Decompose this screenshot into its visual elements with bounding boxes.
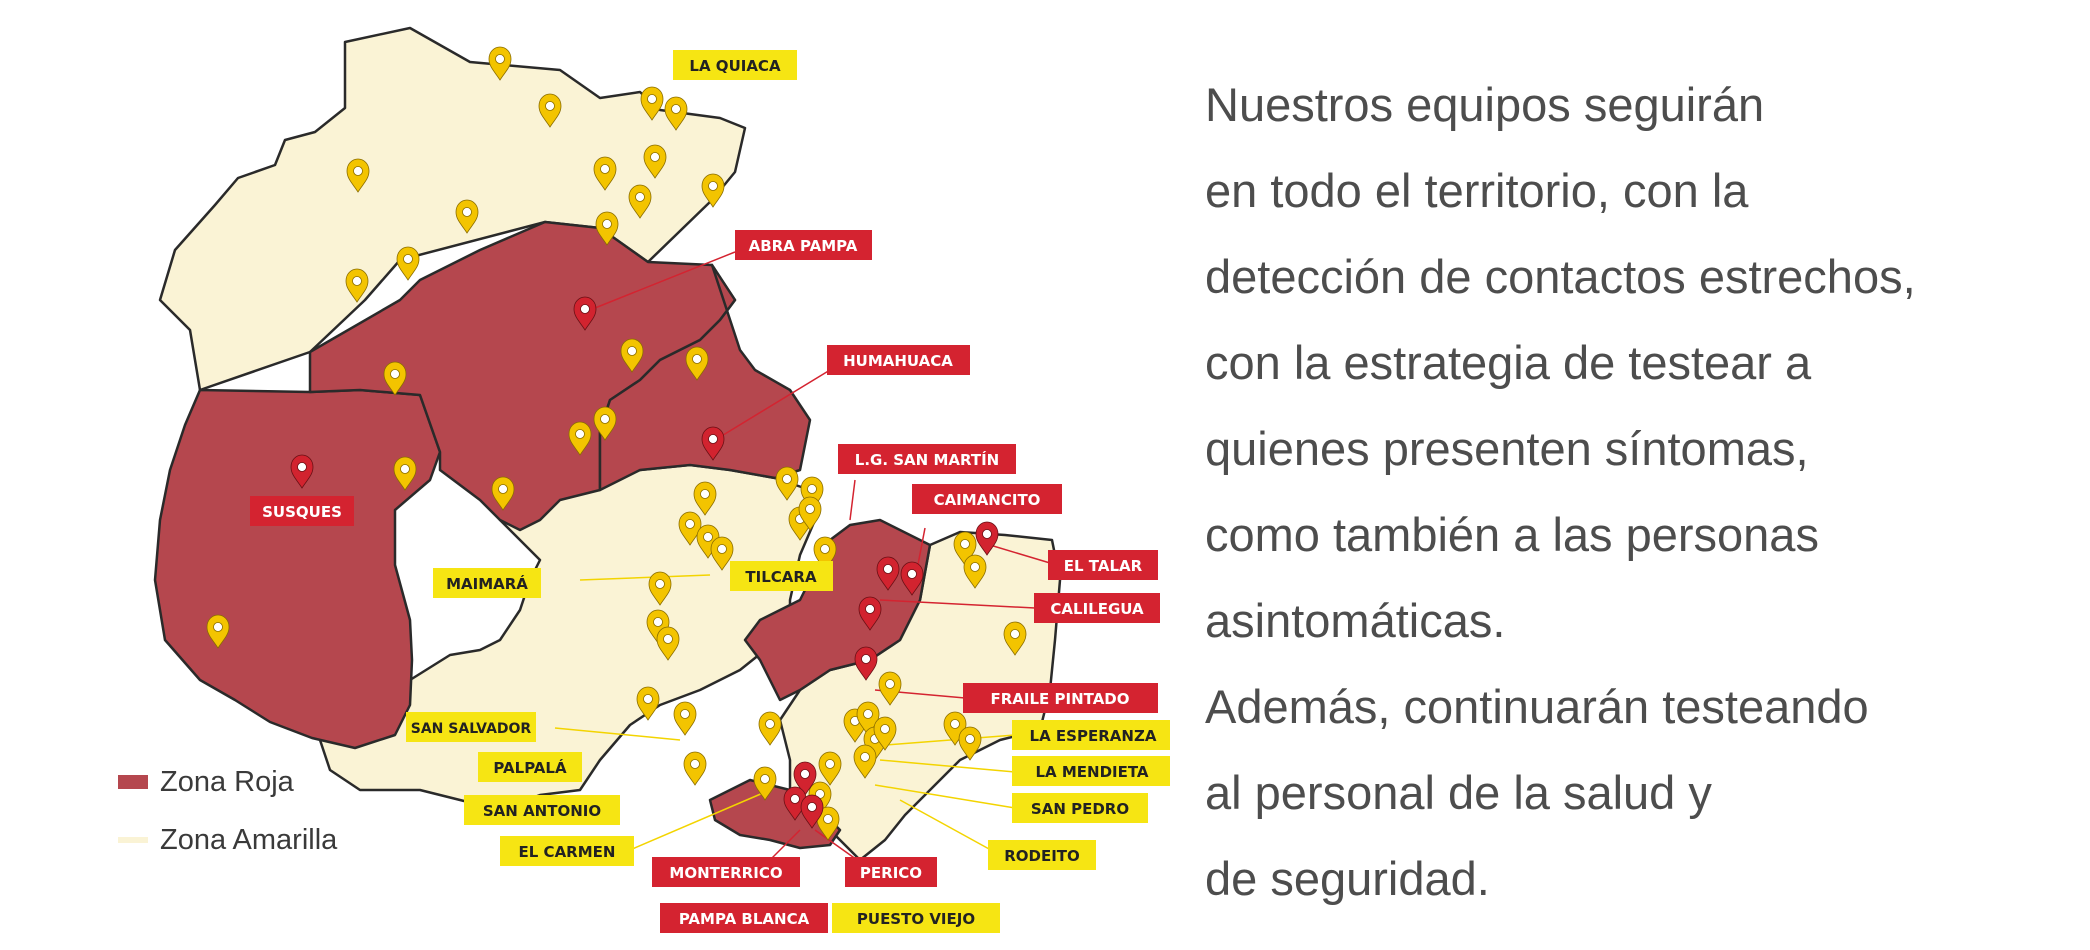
text-line: con la estrategia de testear a <box>1205 336 1812 389</box>
svg-text:FRAILE PINTADO: FRAILE PINTADO <box>990 690 1130 708</box>
text-line: detección de contactos estrechos, <box>1205 250 1916 303</box>
label-maimara <box>433 568 541 598</box>
label-pampa-blanca <box>660 903 828 933</box>
svg-text:SAN PEDRO: SAN PEDRO <box>1030 800 1130 818</box>
label-el-talar <box>1048 550 1158 580</box>
map-pin-icon <box>674 702 696 735</box>
label-san-pedro <box>1012 793 1148 823</box>
label-humahuaca <box>827 345 970 375</box>
label-la-mendieta <box>1012 756 1170 786</box>
label-lg-san-martin <box>838 444 1016 474</box>
label-perico <box>845 857 937 887</box>
text-line: de seguridad. <box>1205 852 1490 905</box>
svg-text:PUESTO VIEJO: PUESTO VIEJO <box>856 910 976 928</box>
svg-text:MONTERRICO: MONTERRICO <box>669 864 783 882</box>
label-monterrico <box>652 857 800 887</box>
svg-text:SAN SALVADOR: SAN SALVADOR <box>410 721 532 737</box>
svg-text:EL TALAR: EL TALAR <box>1063 557 1143 575</box>
svg-text:TILCARA: TILCARA <box>745 568 817 586</box>
svg-text:MAIMARÁ: MAIMARÁ <box>446 575 528 593</box>
text-line: asintomáticas. <box>1205 594 1506 647</box>
label-caimancito <box>912 484 1062 514</box>
text-line: al personal de la salud y <box>1205 766 1712 819</box>
label-san-salvador <box>406 712 536 742</box>
legend-yellow-zone <box>118 820 438 860</box>
region-susques <box>155 390 440 748</box>
svg-text:PAMPA BLANCA: PAMPA BLANCA <box>678 910 810 928</box>
label-rodeito <box>988 840 1096 870</box>
svg-text:LA ESPERANZA: LA ESPERANZA <box>1029 727 1157 745</box>
legend-label-yellow: Zona Amarilla <box>160 823 338 856</box>
label-la-quiaca <box>673 50 797 80</box>
text-line: quienes presenten síntomas, <box>1205 422 1809 475</box>
svg-text:SAN ANTONIO: SAN ANTONIO <box>482 802 602 820</box>
svg-text:LA QUIACA: LA QUIACA <box>689 57 781 75</box>
label-susques <box>250 496 354 526</box>
label-tilcara <box>730 561 833 591</box>
label-puesto-viejo <box>832 903 1000 933</box>
svg-text:L.G. SAN MARTÍN: L.G. SAN MARTÍN <box>854 451 1000 469</box>
svg-text:PALPALÁ: PALPALÁ <box>493 759 567 777</box>
svg-text:SUSQUES: SUSQUES <box>262 503 342 521</box>
legend-label-red: Zona Roja <box>160 765 294 798</box>
text-line: Nuestros equipos seguirán <box>1205 78 1765 131</box>
text-line: como también a las personas <box>1205 508 1819 561</box>
legend-red-zone <box>118 762 438 802</box>
svg-text:RODEITO: RODEITO <box>1004 847 1080 865</box>
yellow-zone-swatch <box>118 837 148 843</box>
label-palpala <box>478 752 582 782</box>
svg-text:ABRA PAMPA: ABRA PAMPA <box>748 237 858 255</box>
text-line: en todo el territorio, con la <box>1205 164 1749 217</box>
label-san-antonio <box>464 795 620 825</box>
svg-text:EL CARMEN: EL CARMEN <box>518 843 616 861</box>
svg-text:LA MENDIETA: LA MENDIETA <box>1035 763 1149 781</box>
red-zone-swatch <box>118 775 148 789</box>
label-abra-pampa <box>735 230 872 260</box>
map-pin-icon <box>684 752 706 785</box>
label-la-esperanza <box>1012 720 1170 750</box>
svg-text:PERICO: PERICO <box>859 864 923 882</box>
label-calilegua <box>1034 593 1160 623</box>
svg-text:CALILEGUA: CALILEGUA <box>1050 600 1144 618</box>
label-fraile-pintado <box>963 683 1158 713</box>
svg-text:CAIMANCITO: CAIMANCITO <box>933 491 1041 509</box>
map-pin-icon <box>397 247 419 280</box>
map-pin-icon <box>759 712 781 745</box>
label-el-carmen <box>500 836 634 866</box>
text-line: Además, continuarán testeando <box>1205 680 1869 733</box>
info-paragraph <box>1205 62 2065 922</box>
svg-text:HUMAHUACA: HUMAHUACA <box>843 352 953 370</box>
